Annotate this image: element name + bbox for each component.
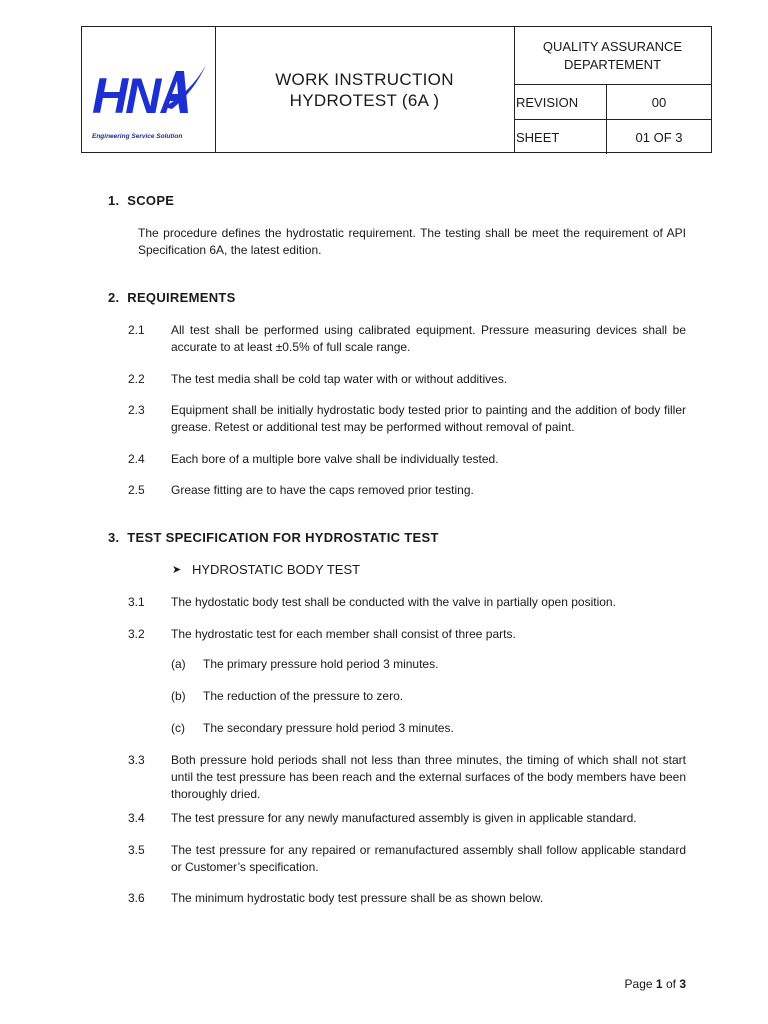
logo-tagline: Engineering Service Solution [92, 133, 183, 140]
page-footer [625, 977, 686, 991]
scope-heading: 1. SCOPE [108, 193, 175, 208]
subitem-label: (a) [171, 657, 186, 671]
item-number: 2.5 [128, 483, 145, 497]
page-total: 3 [679, 977, 686, 991]
item-number: 3.5 [128, 843, 145, 857]
requirement-text: The test media shall be cold tap water with or without additives. [171, 372, 508, 386]
requirements-heading: 2. REQUIREMENTS [108, 290, 236, 305]
sheet-row [514, 120, 711, 154]
svg-text:HN: HN [92, 68, 159, 124]
test-item-text: The test pressure for any repaired or remanufactured assembly shall follow applicable standard or Customer’s specification. [171, 843, 686, 874]
arrow-bullet-icon: ➤ [172, 564, 182, 576]
sheet-value: 01 OF 3 [635, 129, 683, 145]
requirement-text: Grease fitting are to have the caps removed prior testing. [171, 483, 474, 497]
page-word: Page [624, 977, 653, 991]
logo-cell [82, 27, 216, 152]
test-item-text: The test pressure for any newly manufactured assembly is given in applicable standard. [171, 811, 637, 825]
subitem-label: (c) [171, 721, 185, 735]
item-number: 3.1 [128, 595, 145, 609]
subitem-text: The secondary pressure hold period 3 minutes. [203, 721, 454, 735]
department-cell [514, 27, 711, 85]
scope-text: The procedure defines the hydrostatic requirement. The testing shall be meet the requirement of API Specification 6A, the latest edition. [138, 226, 686, 257]
doc-title-line1: WORK INSTRUCTION [275, 69, 454, 89]
revision-row [514, 85, 711, 120]
test-item-text: The minimum hydrostatic body test pressure shall be as shown below. [171, 891, 544, 905]
item-number: 3.2 [128, 627, 145, 641]
item-number: 2.2 [128, 372, 145, 386]
of-word: of [665, 977, 676, 991]
subitem-text: The reduction of the pressure to zero. [203, 689, 404, 703]
sheet-label: SHEET [514, 120, 607, 154]
doc-title-line2: HYDROTEST (6A ) [289, 90, 440, 110]
test-item-text: Both pressure hold periods shall not less than three minutes, the timing of which shall not start until the test pressure has been reach and the external surfaces of the body members have been thoroughly dried. [171, 753, 686, 801]
dept-line1: QUALITY ASSURANCE [542, 38, 683, 54]
test-item-text: The hydrostatic test for each member shall consist of three parts. [171, 627, 516, 641]
item-number: 3.4 [128, 811, 145, 825]
item-number: 2.1 [128, 323, 145, 337]
test-item-text: The hydostatic body test shall be conducted with the valve in partially open position. [171, 595, 616, 609]
hna-logo [90, 63, 208, 129]
page-number: 1 [655, 977, 663, 991]
subitem-text: The primary pressure hold period 3 minutes. [203, 657, 439, 671]
requirement-text: Equipment shall be initially hydrostatic body tested prior to painting and the addition of body filler grease. Retest or additional test may be performed without removal of paint. [171, 403, 686, 434]
item-number: 3.3 [128, 753, 145, 767]
document-header [81, 26, 712, 153]
requirement-text: All test shall be performed using calibrated equipment. Pressure measuring devices shall be accurate to at least ±0.5% of full scale range. [171, 323, 686, 354]
item-number: 3.6 [128, 891, 145, 905]
test-subheading: HYDROSTATIC BODY TEST [192, 562, 361, 577]
title-cell [215, 27, 515, 152]
dept-line2: DEPARTEMENT [563, 56, 662, 72]
test-spec-heading: 3. TEST SPECIFICATION FOR HYDROSTATIC TEST [108, 530, 439, 545]
subitem-label: (b) [171, 689, 186, 703]
requirement-text: Each bore of a multiple bore valve shall be individually tested. [171, 452, 499, 466]
revision-value: 00 [651, 94, 667, 110]
item-number: 2.4 [128, 452, 145, 466]
revision-label: REVISION [514, 85, 607, 119]
item-number: 2.3 [128, 403, 145, 417]
